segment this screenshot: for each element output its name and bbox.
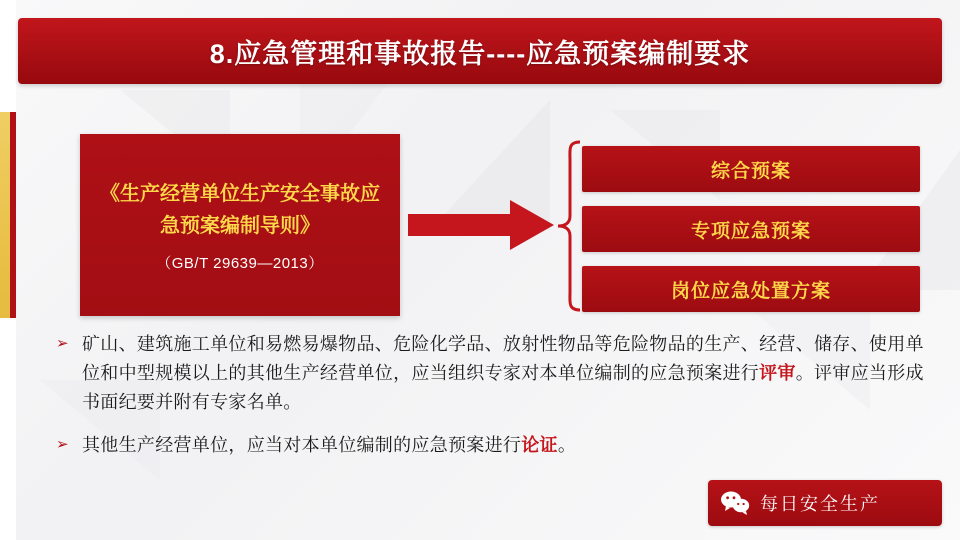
plan-type-label: 专项应急预案 bbox=[690, 220, 811, 242]
source-standard-code: （GB/T 29639—2013） bbox=[156, 254, 324, 272]
left-edge-mask-bottom bbox=[0, 318, 16, 540]
left-edge-mask-top bbox=[0, 0, 16, 112]
wechat-account-name: 每日安全生产 bbox=[760, 494, 880, 514]
bullet-segment: 。 bbox=[557, 435, 577, 455]
bullet-text bbox=[82, 431, 576, 460]
bullet-segment: 。评审应当形成书面纪要并附有专家名单。 bbox=[82, 363, 924, 412]
plan-type-label: 岗位应急处置方案 bbox=[670, 280, 831, 302]
source-standard-title: 《生产经营单位生产安全事故应急预案编制导则》 bbox=[100, 182, 380, 237]
bullet-highlight: 论证 bbox=[521, 435, 558, 455]
plan-type-bar bbox=[582, 266, 920, 312]
right-arrow-icon bbox=[408, 200, 558, 250]
bullet-arrow-icon: ➢ bbox=[56, 436, 69, 453]
arrow-head bbox=[510, 200, 554, 250]
slide-title-banner bbox=[18, 18, 942, 84]
bullet-list bbox=[52, 330, 932, 474]
list-item bbox=[52, 330, 932, 417]
bullet-text bbox=[82, 330, 932, 417]
wechat-watermark-badge bbox=[708, 480, 942, 526]
wechat-icon bbox=[720, 490, 750, 516]
source-standard-box bbox=[80, 134, 400, 316]
list-item bbox=[52, 431, 932, 460]
plan-type-label: 综合预案 bbox=[710, 160, 791, 182]
bullet-highlight: 评审 bbox=[759, 363, 796, 383]
page-title: 8.应急管理和事故报告----应急预案编制要求 bbox=[209, 38, 751, 69]
curly-brace-icon bbox=[556, 140, 582, 312]
bullet-segment: 矿山、建筑施工单位和易燃易爆物品、危险化学品、放射性物品等危险物品的生产、经营、储存、使用单位和中型规模以上的其他生产经营单位，应当组织专家对本单位编制的应急预案进行 bbox=[82, 334, 924, 383]
bullet-arrow-icon: ➢ bbox=[56, 335, 69, 352]
plan-type-bar bbox=[582, 146, 920, 192]
plan-type-bar bbox=[582, 206, 920, 252]
bullet-segment: 其他生产经营单位，应当对本单位编制的应急预案进行 bbox=[82, 435, 522, 455]
arrow-shaft bbox=[408, 214, 512, 236]
